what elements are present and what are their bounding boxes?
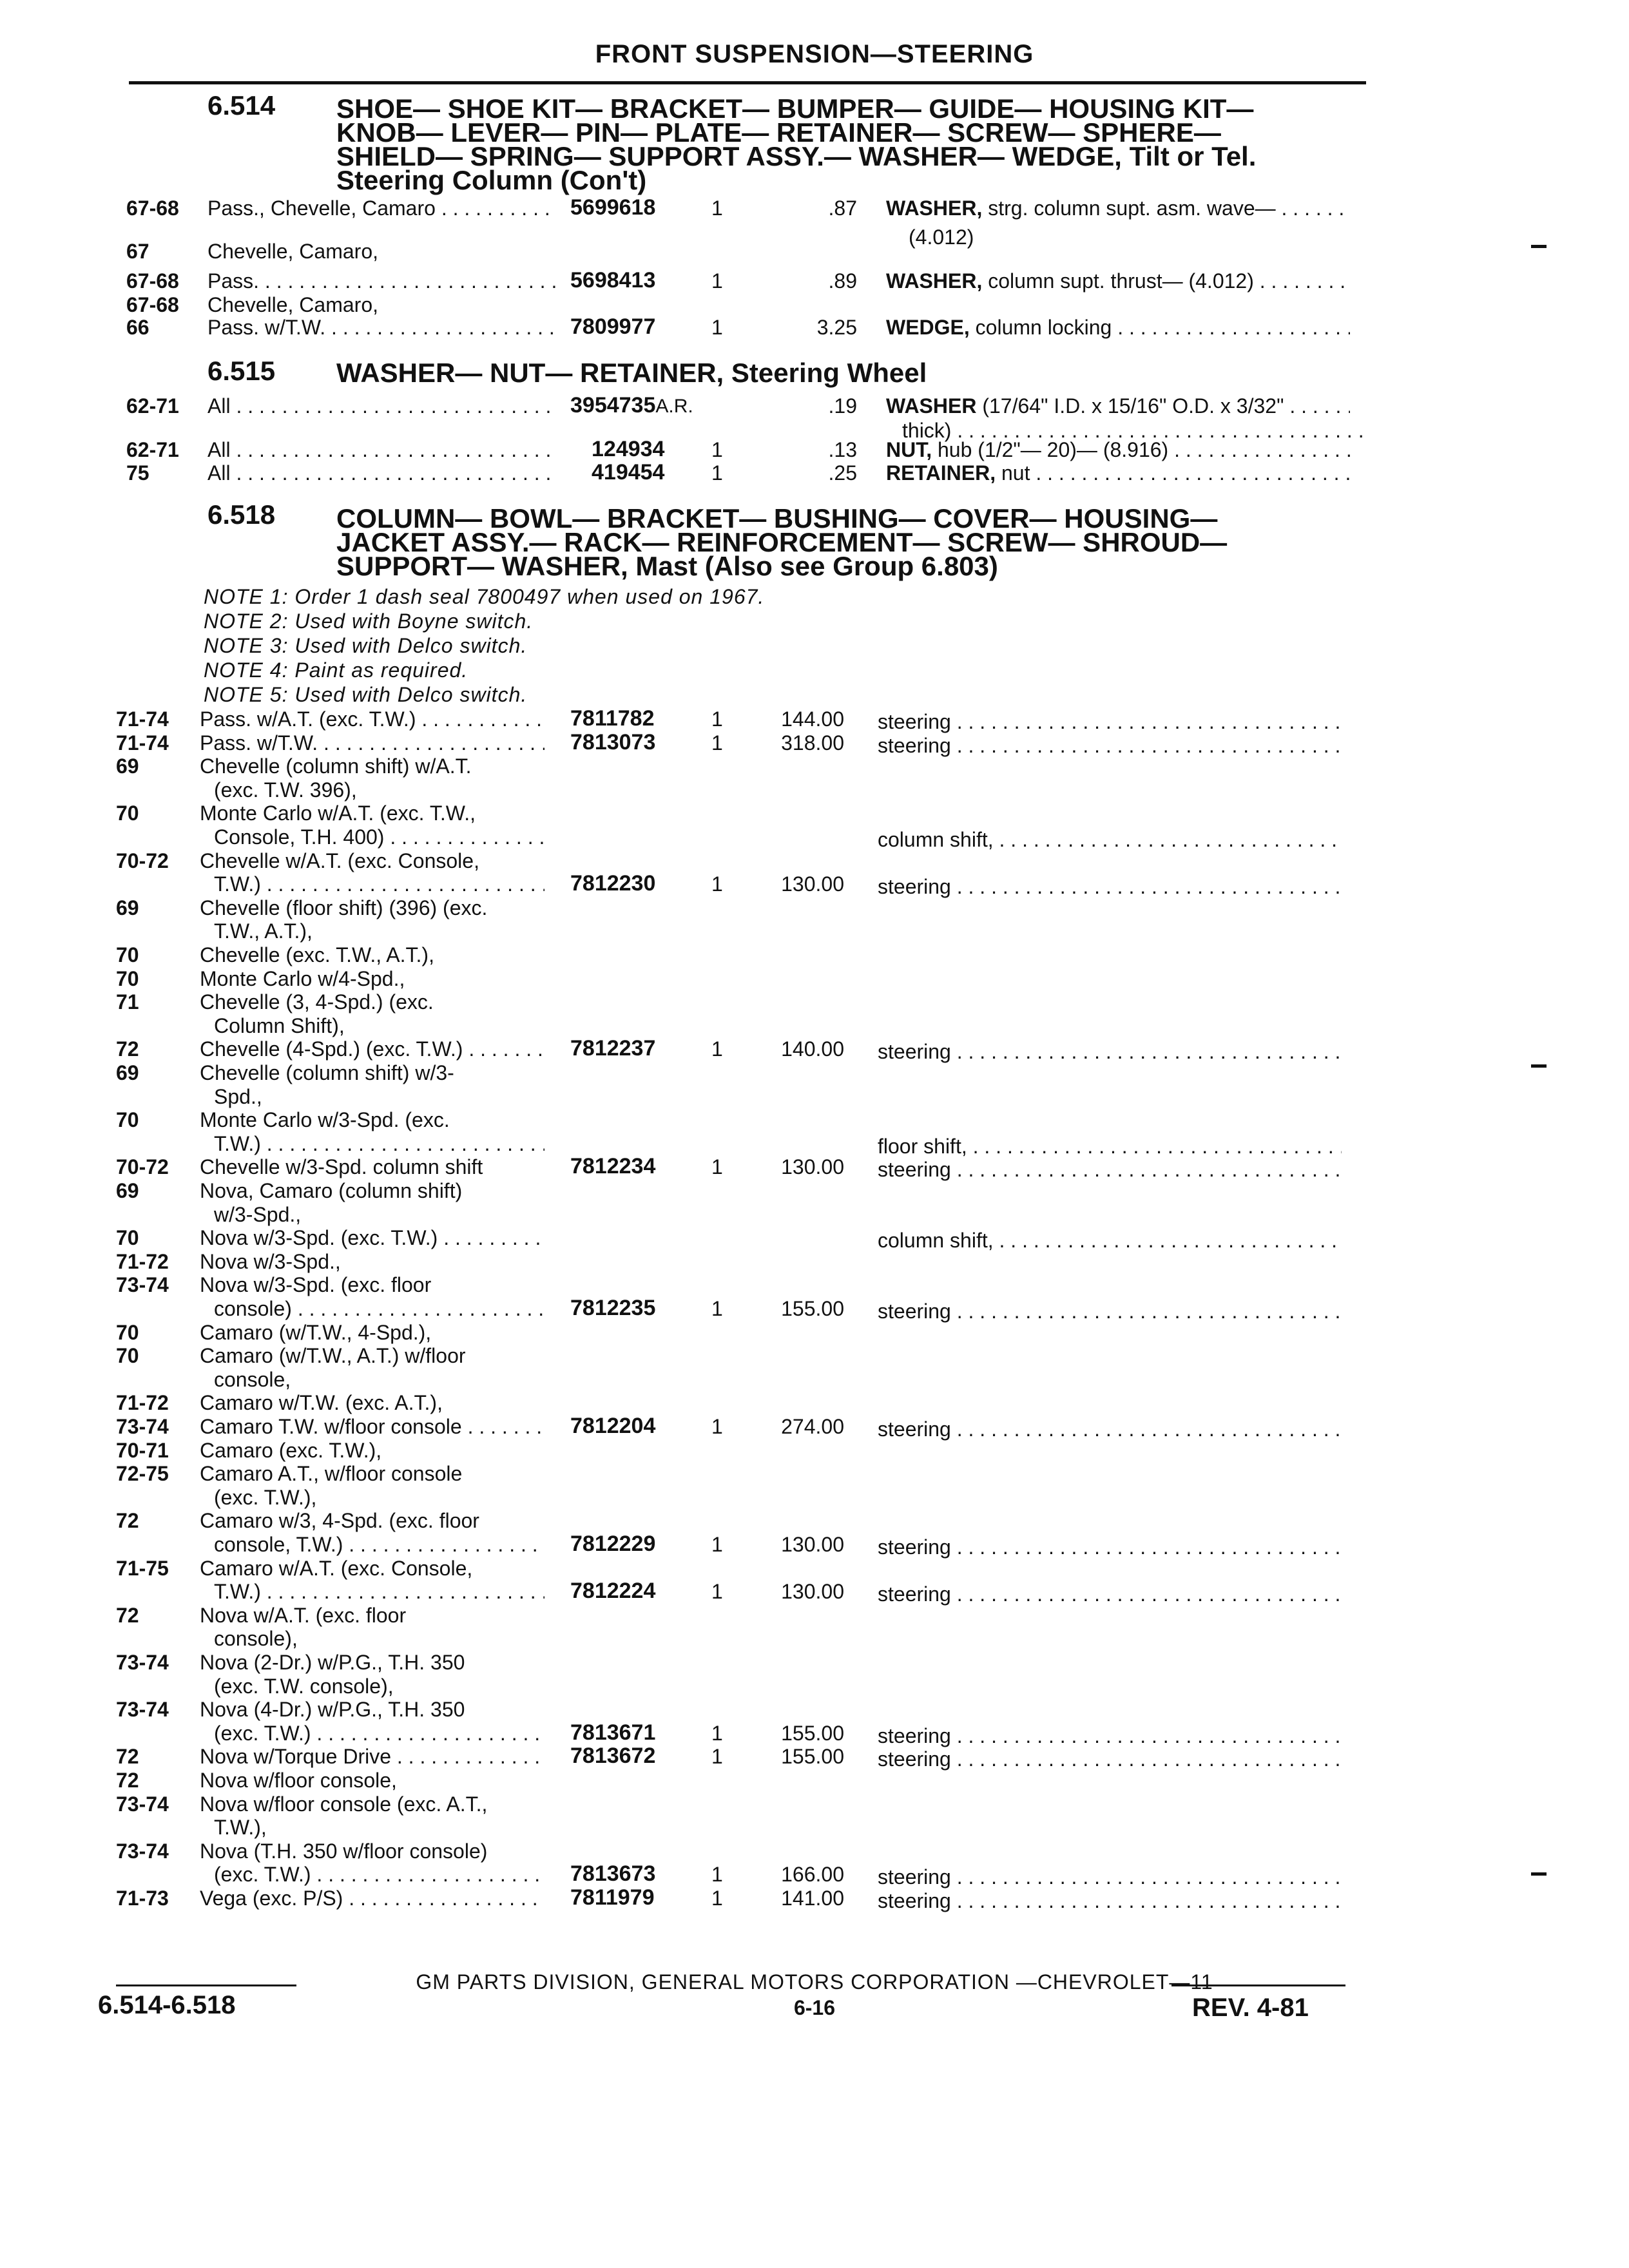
- row-year: 72: [116, 1509, 139, 1532]
- row-application: T.W.) . . .: [214, 1132, 545, 1156]
- heading-line: KNOB— LEVER— PIN— PLATE— RETAINER— SCREW— SPHERE—: [336, 117, 1221, 148]
- part-number: [592, 437, 664, 462]
- row-application: Chevelle (floor shift) (396) (exc.: [200, 896, 488, 919]
- row-year: 73-74: [116, 1651, 169, 1674]
- row-year: 70: [116, 1321, 139, 1344]
- row-year: 70-71: [116, 1439, 169, 1462]
- row-year: 69: [116, 1061, 139, 1084]
- row-year: 73-74: [116, 1840, 169, 1863]
- row-year: 75: [126, 461, 149, 485]
- row-description: [886, 269, 1350, 293]
- row-application: console),: [214, 1627, 298, 1650]
- row-year: 67-68: [126, 269, 179, 293]
- row-year: 67-68: [126, 197, 179, 220]
- row-year: 66: [126, 316, 149, 339]
- row-application: Chevelle (column shift) w/A.T.: [200, 754, 472, 778]
- heading-line: WASHER— NUT— RETAINER, Steering Wheel: [336, 358, 927, 388]
- part-number-value: 124934: [592, 437, 665, 461]
- description-detail: (17/64" I.D. x 15/16" O.D. x 3/32": [976, 394, 1284, 418]
- description-detail: nut: [996, 461, 1030, 485]
- row-year: 70: [116, 967, 139, 990]
- section-number-6514: 6.514: [207, 90, 276, 120]
- row-application: Camaro (w/T.W., A.T.) w/floor: [200, 1344, 466, 1367]
- part-number: 7809977: [570, 314, 656, 339]
- footer-page-number: 6-16: [793, 1996, 836, 2019]
- price: 155.00: [781, 1297, 844, 1320]
- heading-line: COLUMN— BOWL— BRACKET— BUSHING— COVER— HOUSING—: [336, 503, 1218, 533]
- part-number: 7813073: [570, 730, 656, 754]
- part-number: 7812229: [570, 1532, 656, 1556]
- quantity: 1: [711, 461, 723, 485]
- row-year: 69: [116, 754, 139, 778]
- row-description: [909, 226, 1373, 249]
- description-detail: hub (1/2"— 20)— (8.916): [932, 438, 1169, 461]
- price: .25: [828, 461, 857, 485]
- row-application: Spd.,: [214, 1085, 262, 1108]
- row-year: 72: [116, 1745, 139, 1768]
- row-year: 70: [116, 1226, 139, 1249]
- row-application: Nova (T.H. 350 w/floor console): [200, 1840, 488, 1863]
- row-description: floor shift, . . .: [878, 1135, 1342, 1158]
- part-number: 7812237: [570, 1036, 656, 1061]
- row-description: steering . . .: [878, 1535, 1342, 1559]
- part-number: 7813673: [570, 1861, 656, 1886]
- price: 155.00: [781, 1745, 844, 1768]
- quantity: 1: [711, 731, 723, 754]
- heading-line: SHIELD— SPRING— SUPPORT ASSY.— WASHER— WEDGE, Tilt or Tel.: [336, 141, 1257, 171]
- row-application: Console, T.H. 400) . . .: [214, 825, 545, 849]
- row-year: 71-72: [116, 1250, 169, 1273]
- row-application: console,: [214, 1368, 291, 1391]
- row-application: Nova (4-Dr.) w/P.G., T.H. 350: [200, 1698, 465, 1721]
- row-application: Nova w/Torque Drive . . .: [200, 1745, 545, 1769]
- section-number-6518: 6.518: [207, 499, 276, 530]
- row-application: Pass., Chevelle, Camaro . . .: [207, 197, 555, 220]
- description-name: WASHER,: [886, 197, 983, 220]
- row-description: steering . . .: [878, 1865, 1342, 1889]
- row-application: Chevelle, Camaro,: [207, 240, 378, 263]
- row-application: w/3-Spd.,: [214, 1203, 302, 1226]
- quantity: 1: [711, 1887, 723, 1910]
- quantity: 1: [711, 1533, 723, 1556]
- quantity: 1: [711, 872, 723, 896]
- page-title: FRONT SUSPENSION—STEERING: [595, 40, 1034, 68]
- row-application: console) . . .: [214, 1297, 545, 1321]
- row-year: 71-75: [116, 1557, 169, 1580]
- row-application: Nova w/3-Spd.,: [200, 1250, 341, 1273]
- row-application: All . . .: [207, 438, 555, 462]
- note-3: NOTE 3: Used with Delco switch.: [204, 634, 528, 657]
- price: 130.00: [781, 872, 844, 896]
- row-description: steering . . .: [878, 1040, 1342, 1064]
- row-application: Pass. w/A.T. (exc. T.W.) . . .: [200, 707, 545, 731]
- footer-corporation: GM PARTS DIVISION, GENERAL MOTORS CORPORATION —CHEVROLET—11: [416, 1970, 1213, 1994]
- quantity: 1: [711, 1863, 723, 1886]
- row-description: steering . . .: [878, 1889, 1342, 1913]
- part-number: 7813672: [570, 1744, 656, 1768]
- row-description: steering . . .: [878, 734, 1342, 758]
- price: 155.00: [781, 1722, 844, 1745]
- description-detail: strg. column supt. asm. wave—: [982, 197, 1276, 220]
- row-application: Chevelle (3, 4-Spd.) (exc.: [200, 990, 434, 1014]
- price: 274.00: [781, 1415, 844, 1438]
- row-application: All . . .: [207, 461, 555, 485]
- row-application: console, T.W.) . . .: [214, 1533, 545, 1557]
- row-application: Chevelle w/A.T. (exc. Console,: [200, 849, 479, 872]
- price: 130.00: [781, 1580, 844, 1603]
- quantity: 1: [711, 197, 723, 220]
- part-number: 7812224: [570, 1579, 656, 1603]
- row-application: Column Shift),: [214, 1014, 345, 1037]
- row-application: Nova w/floor console,: [200, 1769, 397, 1792]
- description-detail: column supt. thrust— (4.012): [982, 269, 1254, 293]
- row-application: Pass. . . .: [207, 269, 555, 293]
- margin-tick: [1531, 1872, 1547, 1876]
- row-year: 70-72: [116, 1155, 169, 1178]
- row-application: Nova, Camaro (column shift): [200, 1179, 463, 1202]
- price: 140.00: [781, 1037, 844, 1061]
- row-description: steering . . .: [878, 1747, 1342, 1771]
- part-number: 7812204: [570, 1414, 656, 1438]
- quantity: 1: [711, 1580, 723, 1603]
- row-application: Nova w/3-Spd. (exc. floor: [200, 1273, 432, 1296]
- part-number: 7811782: [570, 706, 655, 731]
- row-year: 62-71: [126, 438, 179, 461]
- quantity: 1: [711, 1745, 723, 1768]
- row-application: (exc. T.W.),: [214, 1486, 317, 1509]
- description-name: WASHER: [886, 394, 977, 418]
- description-name: NUT,: [886, 438, 932, 461]
- quantity: 1: [711, 269, 723, 293]
- price: 3.25: [816, 316, 857, 339]
- part-quantity-as-required: A.R.: [655, 396, 693, 417]
- section-heading-6518: [336, 503, 1228, 581]
- row-application: Camaro w/T.W. (exc. A.T.),: [200, 1391, 443, 1414]
- row-application: Chevelle w/3-Spd. column shift: [200, 1155, 483, 1178]
- row-year: 67-68: [126, 293, 179, 316]
- row-description: column shift, . . .: [878, 1229, 1342, 1253]
- row-application: Camaro w/A.T. (exc. Console,: [200, 1557, 473, 1580]
- row-year: 73-74: [116, 1792, 169, 1816]
- row-application: Pass. w/T.W. . . .: [200, 731, 545, 755]
- row-application: Vega (exc. P/S) . . .: [200, 1887, 545, 1910]
- quantity: 1: [711, 707, 723, 731]
- row-application: Chevelle, Camaro,: [207, 293, 378, 316]
- row-year: 70: [116, 943, 139, 966]
- row-description: [886, 197, 1350, 220]
- row-year: 62-71: [126, 394, 179, 418]
- row-application: Nova w/3-Spd. (exc. T.W.) . . .: [200, 1226, 545, 1250]
- row-year: 71-74: [116, 731, 169, 754]
- quantity: 1: [711, 1415, 723, 1438]
- part-number: 7812235: [570, 1296, 656, 1320]
- note-2: NOTE 2: Used with Boyne switch.: [204, 610, 534, 633]
- row-application: Pass. w/T.W. . . .: [207, 316, 555, 340]
- row-description: steering . . .: [878, 710, 1342, 734]
- row-description: [886, 394, 1350, 418]
- price: 130.00: [781, 1533, 844, 1556]
- margin-tick: [1531, 1064, 1547, 1068]
- row-application: Chevelle (column shift) w/3-: [200, 1061, 454, 1084]
- price: 141.00: [781, 1887, 844, 1910]
- price: .87: [828, 197, 857, 220]
- row-description: [886, 316, 1350, 340]
- quantity: 1: [711, 438, 723, 461]
- row-application: Camaro (exc. T.W.),: [200, 1439, 382, 1462]
- row-year: 71-72: [116, 1391, 169, 1414]
- footer-revision: REV. 4-81: [1192, 1994, 1309, 2022]
- row-application: (exc. T.W.) . . .: [214, 1863, 545, 1887]
- row-description: steering . . .: [878, 1418, 1342, 1441]
- row-description: steering . . .: [878, 1582, 1342, 1606]
- description-name: WEDGE,: [886, 316, 970, 339]
- price: 166.00: [781, 1863, 844, 1886]
- description-detail: thick): [902, 419, 952, 442]
- note-5: NOTE 5: Used with Delco switch.: [204, 683, 528, 706]
- section-heading-6515: [336, 358, 927, 388]
- row-description: [886, 438, 1350, 462]
- row-year: 67: [126, 240, 149, 263]
- row-year: 69: [116, 896, 139, 919]
- row-year: 69: [116, 1179, 139, 1202]
- margin-tick: [1531, 245, 1547, 248]
- row-year: 72: [116, 1769, 139, 1792]
- row-year: 70: [116, 1344, 139, 1367]
- row-application: Camaro (w/T.W., 4-Spd.),: [200, 1321, 432, 1344]
- row-application: Monte Carlo w/4-Spd.,: [200, 967, 405, 990]
- quantity: 1: [711, 316, 723, 339]
- quantity: 1: [711, 1155, 723, 1178]
- row-description: column shift, . . .: [878, 828, 1342, 852]
- heading-line: SHOE— SHOE KIT— BRACKET— BUMPER— GUIDE— HOUSING KIT—: [336, 93, 1254, 124]
- row-application: T.W.) . . .: [214, 1580, 545, 1604]
- description-detail: column locking: [969, 316, 1112, 339]
- row-application: (exc. T.W. console),: [214, 1675, 394, 1698]
- part-number: 7812234: [570, 1154, 656, 1178]
- row-year: 70: [116, 802, 139, 825]
- quantity: 1: [711, 1722, 723, 1745]
- price: 130.00: [781, 1155, 844, 1178]
- description-name: RETAINER,: [886, 461, 996, 485]
- row-description: steering . . .: [878, 1724, 1342, 1748]
- row-description: steering . . .: [878, 1158, 1342, 1182]
- row-application: Nova (2-Dr.) w/P.G., T.H. 350: [200, 1651, 465, 1674]
- part-number: 7812230: [570, 871, 656, 896]
- quantity: 1: [711, 1037, 723, 1061]
- row-year: 73-74: [116, 1273, 169, 1296]
- row-application: T.W., A.T.),: [214, 919, 313, 943]
- row-application: Chevelle (4-Spd.) (exc. T.W.) . . .: [200, 1037, 545, 1061]
- row-application: T.W.) . . .: [214, 872, 545, 896]
- row-application: Camaro T.W. w/floor console . . .: [200, 1415, 545, 1439]
- row-application: (exc. T.W. 396),: [214, 778, 357, 802]
- row-application: Monte Carlo w/A.T. (exc. T.W.,: [200, 802, 476, 825]
- description-name: WASHER,: [886, 269, 983, 293]
- part-number: 7813671: [570, 1720, 656, 1745]
- note-4: NOTE 4: Paint as required.: [204, 658, 468, 682]
- row-application: Monte Carlo w/3-Spd. (exc.: [200, 1108, 450, 1131]
- part-number-value: 419454: [592, 460, 665, 485]
- part-number: [570, 393, 693, 418]
- row-application: Nova w/floor console (exc. A.T.,: [200, 1792, 488, 1816]
- price: .19: [828, 394, 857, 418]
- row-application: All . . .: [207, 394, 555, 418]
- heading-line: SUPPORT— WASHER, Mast (Also see Group 6.803): [336, 551, 998, 581]
- row-year: 70-72: [116, 849, 169, 872]
- row-year: 72: [116, 1604, 139, 1627]
- quantity: 1: [711, 1297, 723, 1320]
- row-application: Camaro A.T., w/floor console: [200, 1462, 463, 1485]
- part-number: [592, 460, 664, 485]
- part-number-value: 3954735: [570, 393, 656, 418]
- price: 144.00: [781, 707, 844, 731]
- header-rule: [129, 81, 1366, 84]
- price: .89: [828, 269, 857, 293]
- part-number: 7811979: [570, 1885, 655, 1910]
- row-year: 72: [116, 1037, 139, 1061]
- row-year: 71: [116, 990, 139, 1014]
- row-year: 71-74: [116, 707, 169, 731]
- section-heading-6514: [336, 93, 1257, 195]
- price: 318.00: [781, 731, 844, 754]
- row-application: T.W.),: [214, 1816, 267, 1839]
- row-description: steering . . .: [878, 875, 1342, 899]
- part-number: 5698413: [570, 268, 656, 293]
- row-year: 73-74: [116, 1698, 169, 1721]
- row-application: Chevelle (exc. T.W., A.T.),: [200, 943, 434, 966]
- description-detail: (4.012): [909, 226, 974, 249]
- part-number: 5699618: [570, 195, 656, 220]
- row-year: 70: [116, 1108, 139, 1131]
- note-1: NOTE 1: Order 1 dash seal 7800497 when used on 1967.: [204, 585, 765, 608]
- row-year: 73-74: [116, 1415, 169, 1438]
- row-application: Camaro w/3, 4-Spd. (exc. floor: [200, 1509, 479, 1532]
- footer-section-range: 6.514-6.518: [98, 1991, 236, 2019]
- row-year: 71-73: [116, 1887, 169, 1910]
- row-year: 72-75: [116, 1462, 169, 1485]
- heading-line: Steering Column (Con't): [336, 165, 647, 195]
- heading-line: JACKET ASSY.— RACK— REINFORCEMENT— SCREW— SHROUD—: [336, 527, 1228, 557]
- row-application: (exc. T.W.) . . .: [214, 1722, 545, 1745]
- row-description: [886, 461, 1350, 485]
- section-number-6515: 6.515: [207, 356, 276, 386]
- row-application: Nova w/A.T. (exc. floor: [200, 1604, 407, 1627]
- price: .13: [828, 438, 857, 461]
- row-description: steering . . .: [878, 1300, 1342, 1323]
